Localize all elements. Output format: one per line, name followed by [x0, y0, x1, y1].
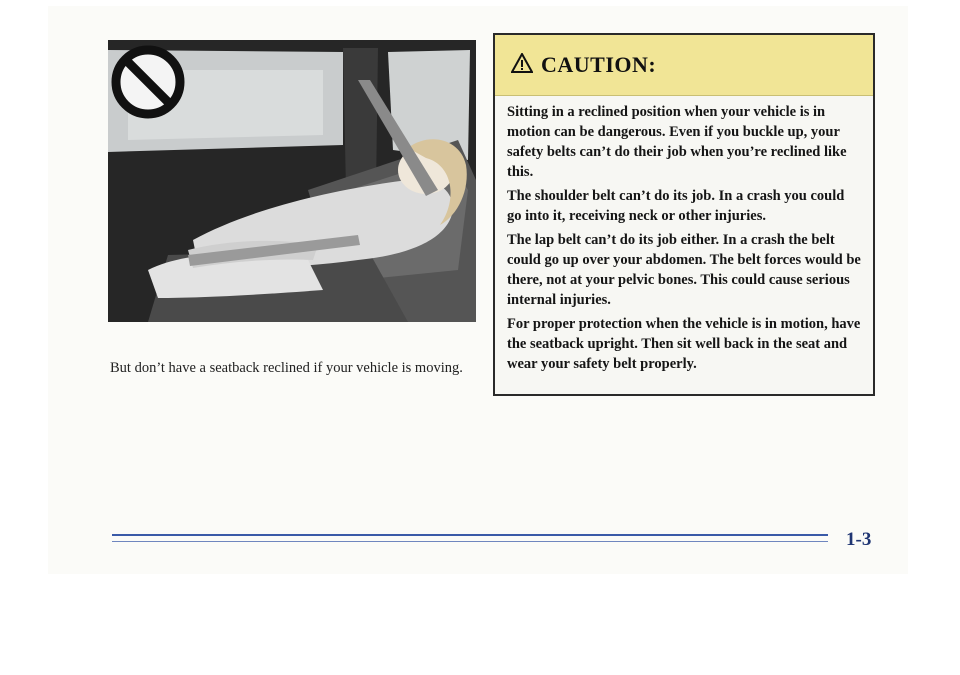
- reclined-seat-illustration: [108, 40, 476, 322]
- caution-paragraph: Sitting in a reclined position when your vehicle is in motion can be dangerous. Even if you buckle up, your safety belts can’t do their job when you’re reclined like this.: [507, 104, 847, 180]
- caution-body: [495, 96, 873, 374]
- caution-paragraph: For proper protection when the vehicle is in motion, have the seatback upright. Then sit well back in the seat and wear your safety belt properly.: [507, 316, 861, 372]
- caution-box: [493, 33, 875, 396]
- page-number: 1-3: [846, 529, 872, 550]
- caution-paragraph: The shoulder belt can’t do its job. In a crash you could go into it, receiving neck or other injuries.: [507, 188, 845, 224]
- footer-rule: [112, 534, 828, 542]
- warning-triangle-icon: [511, 53, 533, 78]
- caution-title: CAUTION:: [541, 52, 657, 77]
- caution-header: [495, 35, 873, 96]
- no-symbol-icon: [116, 50, 180, 114]
- illustration-caption: But don’t have a seatback reclined if your vehicle is moving.: [110, 359, 463, 376]
- caution-paragraph: The lap belt can’t do its job either. In a crash the belt could go up over your abdomen. The belt forces would be there, not at your pelvic bones. This could cause serious internal injuries.: [507, 232, 861, 308]
